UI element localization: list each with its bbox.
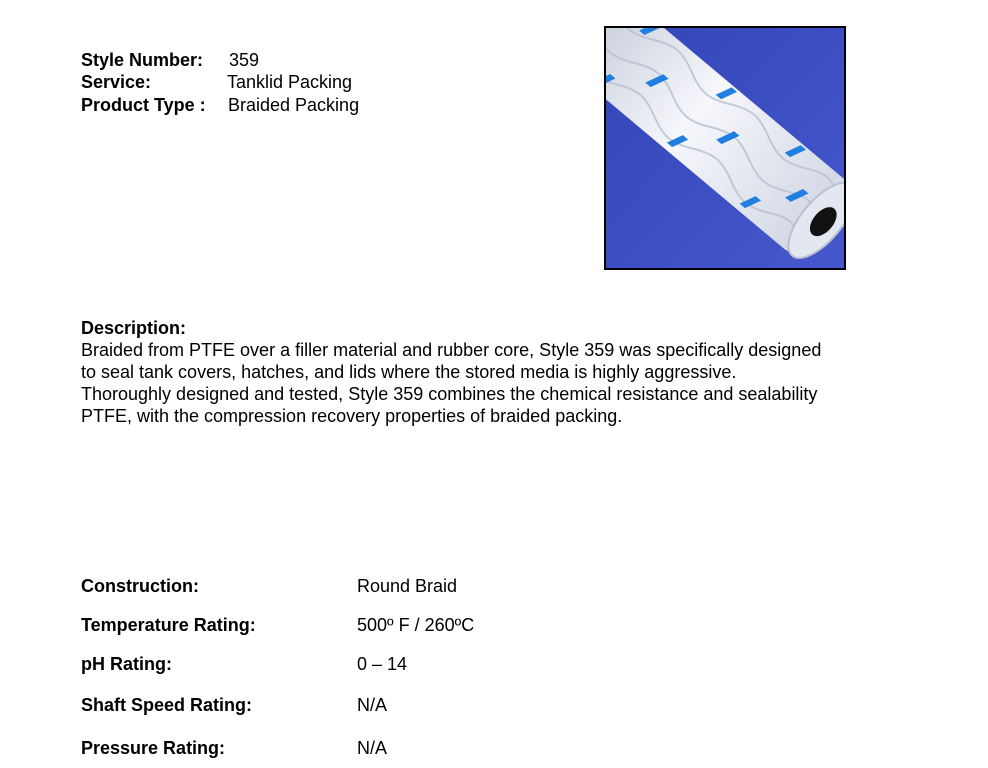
- product-type-row: [81, 94, 360, 116]
- construction-value: Round Braid: [357, 576, 458, 596]
- service-row: [81, 71, 353, 93]
- style-number-value: 359: [229, 50, 260, 70]
- pressure-rating-value: N/A: [357, 738, 388, 758]
- pressure-rating-label: Pressure Rating:: [81, 738, 226, 758]
- product-photo: [604, 26, 846, 270]
- description-heading: Description:: [81, 318, 187, 338]
- style-number-row: [81, 49, 260, 71]
- ph-rating-value: 0 – 14: [357, 654, 408, 674]
- braided-packing-image: [606, 28, 844, 268]
- ph-rating-label: pH Rating:: [81, 654, 172, 674]
- description-text: [81, 339, 901, 427]
- description-line: PTFE, with the compression recovery properties of braided packing.: [81, 406, 623, 426]
- description-line: to seal tank covers, hatches, and lids where the stored media is highly aggressive.: [81, 362, 737, 382]
- shaft-speed-rating-value: N/A: [357, 695, 388, 715]
- construction-label: Construction:: [81, 576, 199, 596]
- service-value: Tanklid Packing: [227, 72, 353, 92]
- temperature-rating-label: Temperature Rating:: [81, 615, 256, 635]
- description-line: Braided from PTFE over a filler material and rubber core, Style 359 was specifically designed: [81, 340, 822, 360]
- style-number-label: Style Number:: [81, 50, 204, 70]
- product-type-value: Braided Packing: [228, 95, 360, 115]
- shaft-speed-rating-label: Shaft Speed Rating:: [81, 695, 253, 715]
- temperature-rating-value: 500º F / 260ºC: [357, 615, 475, 635]
- product-type-label: Product Type :: [81, 95, 206, 115]
- description-line: Thoroughly designed and tested, Style 359 combines the chemical resistance and sealability: [81, 384, 818, 404]
- service-label: Service:: [81, 72, 152, 92]
